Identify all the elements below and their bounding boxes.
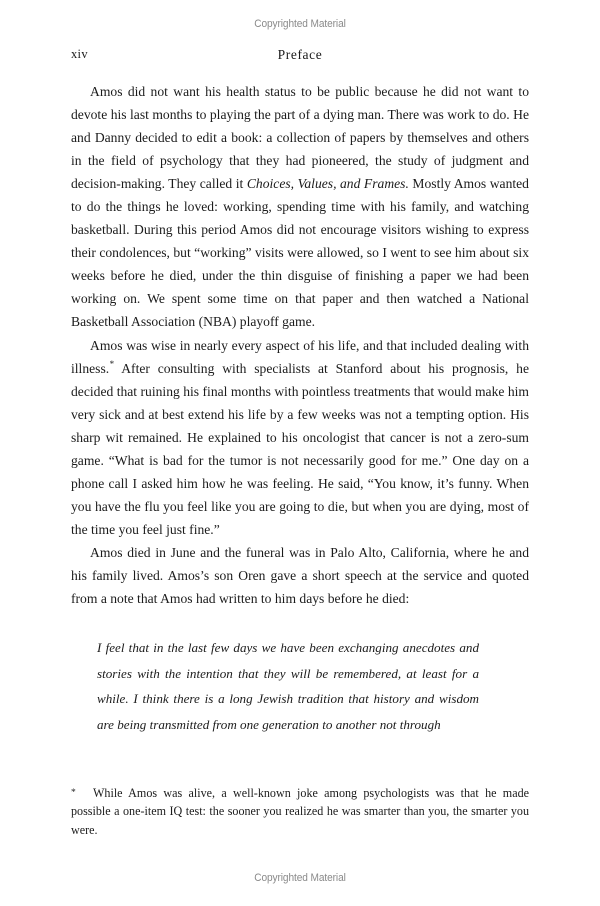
block-quotation [71,610,529,737]
paragraph-1-lead: Amos did not want his health status to be public because he did not want to devote his last months to playing the part of a dying man. There was work to do. He and Danny decided to edit a book: a collection of papers by themselves and others in the field of psychology that they had pioneered, the study of judgment and decision-making. They called it [71,84,529,192]
extract-spacer [71,610,529,635]
book-title-italic: Choices, Values, and Frames. [246,176,409,192]
footnote [71,784,529,839]
footnote-text: While Amos was alive, a well-known joke among psychologists was that he made possible a one-item IQ test: the sooner you realized he was smarter than you, the smarter you were. [71,786,529,837]
running-head: Preface [277,47,323,62]
paragraph-2-lead: Amos was wise in nearly every aspect of his life, and that included dealing with illness. [71,337,529,376]
footnote-paragraph [71,784,529,839]
footnote-reference-marker: * [109,359,115,370]
extract-text: I feel that in the last few days we have been exchanging anecdotes and stories with the intention that they will be remembered, at least for a while. I think there is a long Jewish tradition that history and wisdom are being transmitted from one generation to another not through [97,640,479,732]
paragraph-1-tail: Mostly Amos wanted to do the things he loved: working, spending time with his family, and watching basketball. During this period Amos did not encourage visitors wishing to express their condolences, but “working” visits were allowed, so I went to see him about six weeks before he died, under the thin disguise of finishing a paper we had been working on. We spent some time on that paper and then watched a National Basketball Association (NBA) playoff game. [71,176,529,330]
paragraph-3: Amos died in June and the funeral was in Palo Alto, California, where he and his family lived. Amos’s son Oren gave a short speech at the service and quoted from a note that Amos had written to him days before he died: [71,544,529,607]
folio-line [71,47,529,65]
page-number: xiv [71,47,88,61]
paragraph-2-tail: After consulting with specialists at Stanford about his prognosis, he decided that ruining his final months with pointless treatments that would make him very sick and at best extend his life by a few weeks was not a tempting option. His sharp wit remained. He explained to his oncologist that cancer is not a zero-sum game. “What is bad for the tumor is not necessarily good for me.” One day on a phone call I asked him how he was feeling. He said, “You know, it’s funny. When you have the flu you feel like you are going to die, but when you are dying, most of the time you feel just fine.” [71,360,529,537]
copyright-watermark-bottom: Copyrighted Material [254,872,346,884]
footnote-star-icon: * [71,788,76,798]
body-text-block [71,80,529,737]
copyright-watermark-top: Copyrighted Material [254,18,346,30]
paragraph-1 [71,80,529,334]
paragraph-2 [71,334,529,541]
